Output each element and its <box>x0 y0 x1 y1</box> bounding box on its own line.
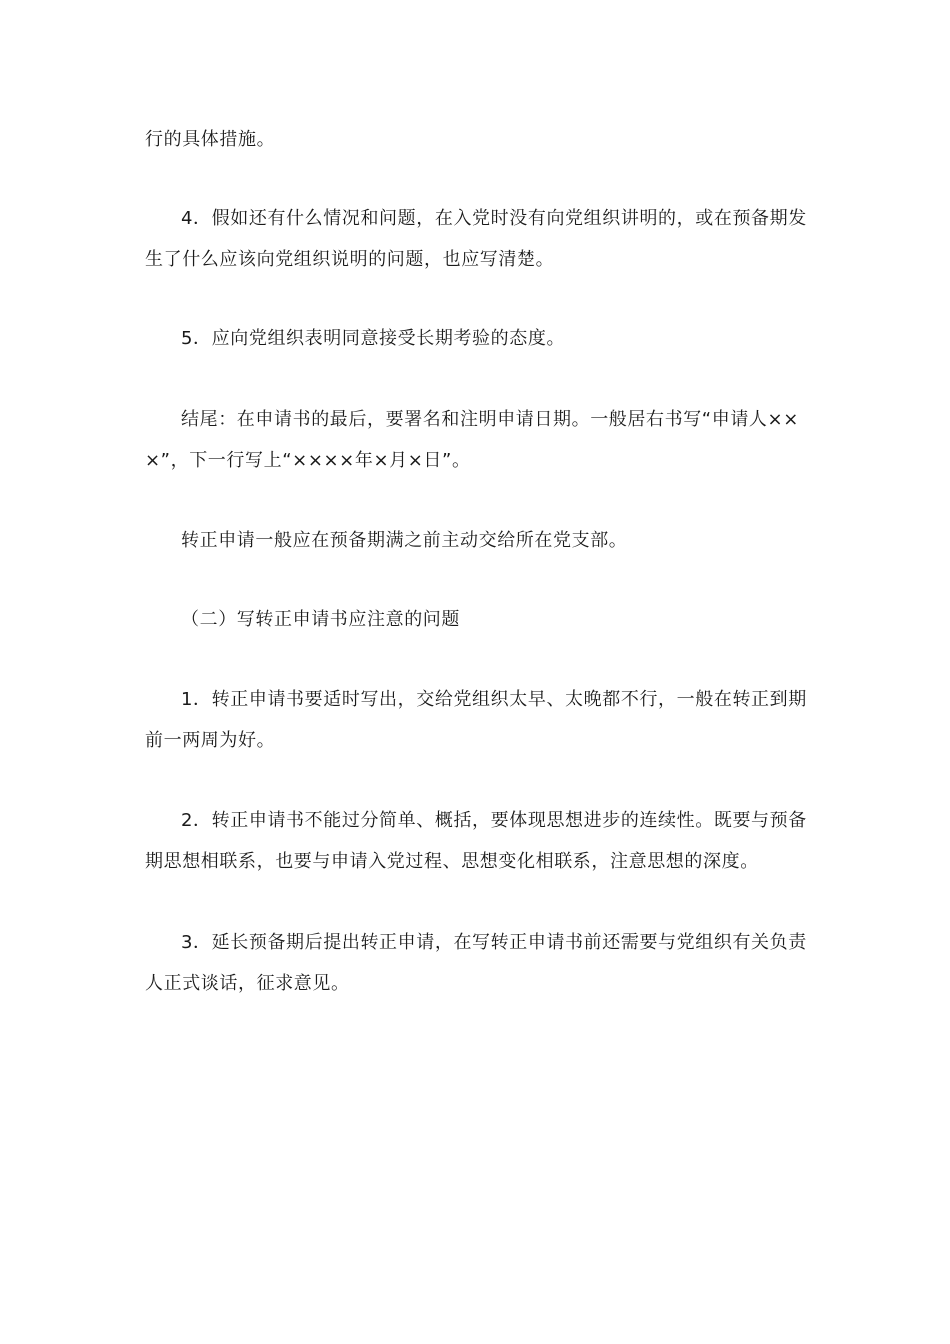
paragraph-continuation: 行的具体措施。 <box>145 129 276 150</box>
paragraph-note-1: 1．转正申请书要适时写出，交给党组织太早、太晚都不行，一般在转正到期前一两周为好。 <box>145 689 807 751</box>
section-heading: （二）写转正申请书应注意的问题 <box>181 609 460 630</box>
paragraph-note-3: 3．延长预备期后提出转正申请，在写转正申请书前还需要与党组织有关负责人正式谈话，征求意见。 <box>145 932 807 994</box>
paragraph-ending: 结尾：在申请书的最后，要署名和注明申请日期。一般居右书写“申请人×××”，下一行写上“××××年×月×日”。 <box>145 409 799 471</box>
paragraph-submission-note: 转正申请一般应在预备期满之前主动交给所在党支部。 <box>181 530 628 551</box>
paragraph-item-5: 5．应向党组织表明同意接受长期考验的态度。 <box>181 328 566 349</box>
paragraph-note-2: 2．转正申请书不能过分简单、概括，要体现思想进步的连续性。既要与预备期思想相联系，也要与申请入党过程、思想变化相联系，注意思想的深度。 <box>145 810 807 872</box>
paragraph-item-4: 4．假如还有什么情况和问题，在入党时没有向党组织讲明的，或在预备期发生了什么应该向党组织说明的问题，也应写清楚。 <box>145 208 807 270</box>
